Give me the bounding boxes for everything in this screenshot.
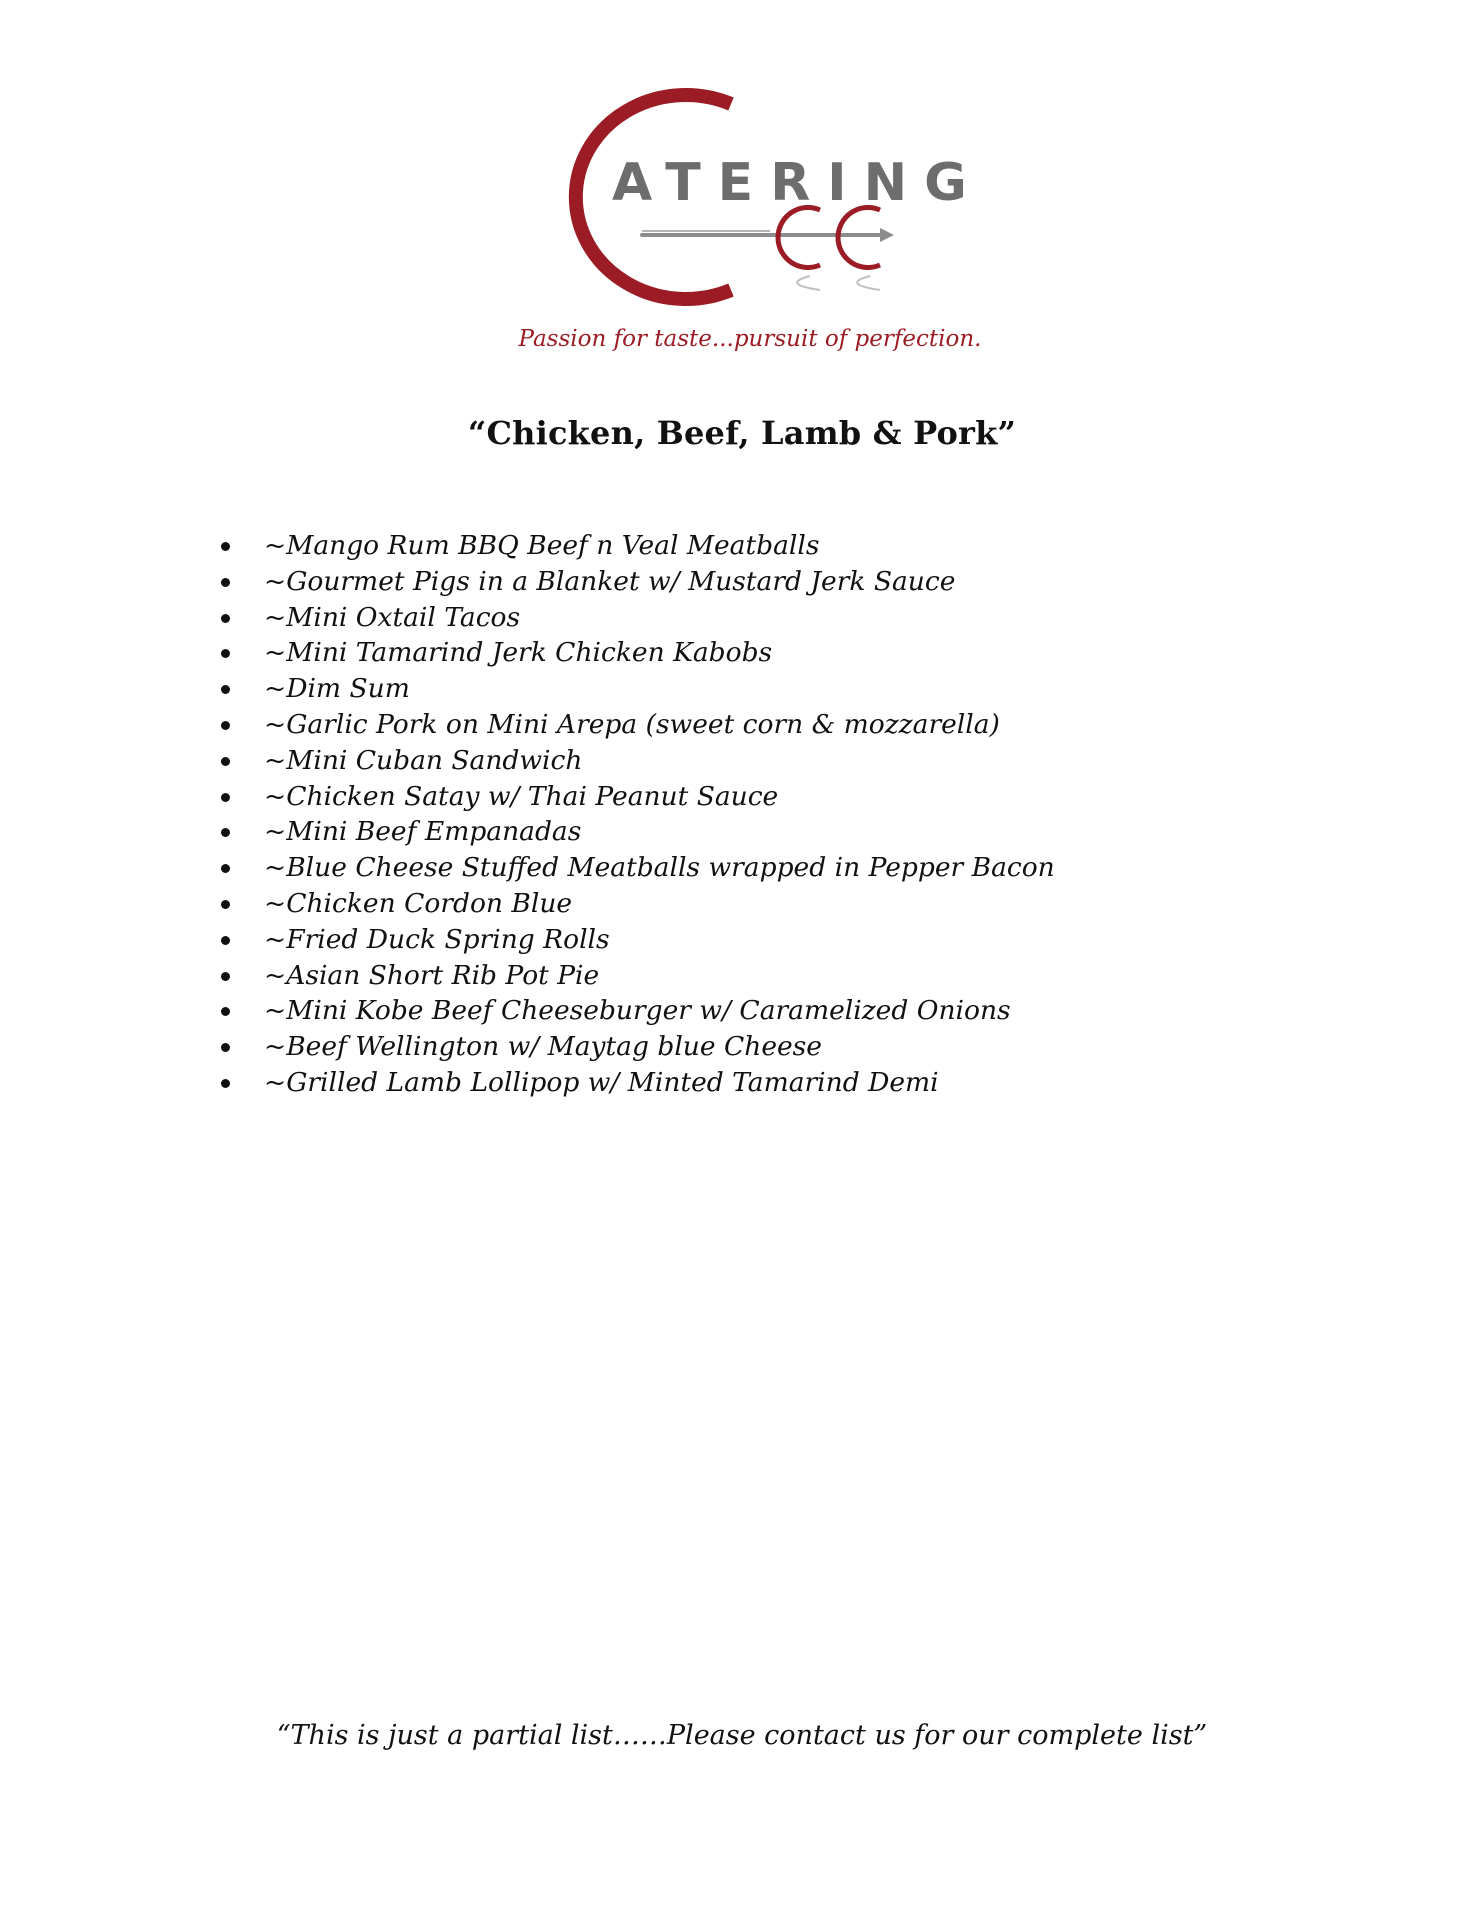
menu-item-text: ~Mini Beef Empanadas (264, 816, 582, 848)
menu-item (200, 528, 1300, 564)
bullet-icon (221, 685, 230, 694)
bullet-icon (221, 578, 230, 587)
menu-item-text: ~Beef Wellington w/ Maytag blue Cheese (264, 1031, 822, 1063)
menu-item (200, 922, 1300, 958)
bullet-icon (221, 828, 230, 837)
catering-cc-logo-icon (480, 70, 1020, 400)
skewer-tip (880, 228, 894, 242)
menu-item-text: ~Mango Rum BBQ Beef n Veal Meatballs (264, 530, 820, 561)
menu-item-text: ~Gourmet Pigs in a Blanket w/ Mustard Jerk Sauce (264, 565, 956, 597)
bullet-icon (221, 614, 230, 623)
footer-note: “This is just a partial list……Please contact us for our complete list” (276, 1720, 1208, 1751)
reflection-right (857, 276, 880, 290)
bullet-icon (221, 936, 230, 945)
menu-item-text: ~Asian Short Rib Pot Pie (264, 959, 600, 991)
menu-item (200, 958, 1300, 994)
menu-item (200, 993, 1300, 1029)
menu-item-text: ~Mini Kobe Beef Cheeseburger w/ Caramelized Onions (264, 995, 1011, 1027)
menu-item-text: ~Garlic Pork on Mini Arepa (sweet corn & mozzarella) (264, 708, 1000, 740)
logo-tagline: Passion for taste...pursuit of perfection. (518, 326, 982, 352)
menu-item-text: ~Mini Cuban Sandwich (264, 744, 583, 776)
bullet-icon (221, 1043, 230, 1052)
catering-cc-logo (480, 70, 1020, 400)
small-c-right (838, 208, 880, 268)
small-c-left (778, 208, 820, 268)
menu-item-text: ~Blue Cheese Stuffed Meatballs wrapped in Pepper Bacon (264, 852, 1055, 884)
page-title: “Chicken, Beef, Lamb & Pork” (467, 414, 1017, 452)
bullet-icon (221, 864, 230, 873)
bullet-icon (221, 649, 230, 658)
menu-item (200, 600, 1300, 636)
menu-item-text: ~Mini Oxtail Tacos (264, 601, 521, 633)
bullet-icon (221, 542, 230, 551)
menu-item (200, 886, 1300, 922)
bullet-icon (221, 1079, 230, 1088)
menu-item (200, 850, 1300, 886)
bullet-icon (221, 900, 230, 909)
bullet-icon (221, 793, 230, 802)
menu-item (200, 779, 1300, 815)
menu-item (200, 814, 1300, 850)
menu-item (200, 743, 1300, 779)
menu-item-text: ~Grilled Lamb Lollipop w/ Minted Tamarind Demi (264, 1066, 939, 1098)
menu-item-text: ~Dim Sum (264, 673, 410, 705)
menu-item-text: ~Chicken Cordon Blue (264, 887, 573, 919)
menu-item (200, 635, 1300, 671)
bullet-icon (221, 972, 230, 981)
menu-item (200, 1029, 1300, 1065)
reflection-left (797, 276, 820, 290)
menu-item-text: ~Mini Tamarind Jerk Chicken Kabobs (264, 637, 773, 669)
menu-item (200, 707, 1300, 743)
bullet-icon (221, 1007, 230, 1016)
menu-item (200, 1065, 1300, 1101)
bullet-icon (221, 721, 230, 730)
menu-item-text: ~Chicken Satay w/ Thai Peanut Sauce (264, 780, 779, 812)
menu-item (200, 564, 1300, 600)
brand-wordmark: ATERING (612, 153, 984, 213)
menu-item (200, 671, 1300, 707)
bullet-icon (221, 757, 230, 766)
menu-item-text: ~Fried Duck Spring Rolls (264, 923, 610, 955)
menu-list (200, 528, 1300, 1101)
